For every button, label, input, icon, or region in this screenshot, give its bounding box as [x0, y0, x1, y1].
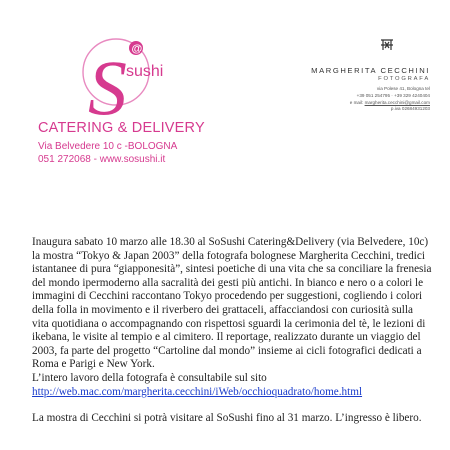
- site-intro: L’intero lavoro della fotografa è consultabile sul sito: [32, 371, 267, 384]
- site-link-line: [32, 386, 432, 400]
- photographer-title: FOTOGRAFA: [378, 76, 430, 82]
- photographer-email-line: [350, 100, 430, 107]
- logo-letter-s: S: [88, 44, 127, 122]
- company-phone-web: 051 272068 - www.sosushi.it: [38, 153, 166, 165]
- portfolio-link[interactable]: http://web.mac.com/margherita.cecchini/iWeb/occhioquadrato/home.html: [32, 385, 363, 398]
- logo-at-mark: @: [131, 43, 143, 55]
- company-name: CATERING & DELIVERY: [38, 120, 205, 136]
- photographer-contact: [350, 86, 430, 113]
- company-address: Via Belvedere 10 c -BOLOGNA: [38, 141, 178, 152]
- photo-stamp-icon: [380, 38, 394, 52]
- logo-brand-text: sushi: [126, 63, 164, 80]
- photographer-phones: +39 051 254795 · +39 329 4240404: [356, 92, 430, 98]
- intro-paragraph: Inaugura sabato 10 marzo alle 18.30 al SoSushi Catering&Delivery (via Belvedere, 10c) la mostra “Tokyo & Japan 2003” della fotografa bolognese Margherita Cecchini, tredici istantanee di pura “giapponesità”, sintesi poetiche di una vita che sa conciliare la frenesia del mondo ipermoderno alla sacralità dei gesti più antichi. In bianco e nero o a colori le immagini di Cecchini raccontano Tokyo procedendo per suggestioni, cogliendo i colori della folla in movimento e il riverbero dei grattaceli, affacciandosi con curiosità sulla vita quotidiana o accompagnando con rispettosi sguardi la cerimonia del tè, le lezioni di ikebana, le visite al tempio e al cimitero. Il reportage, realizzato durante un viaggio del 2003, fa parte del progetto “Cartoline dal mondo” insieme ai cicli fotografici dedicati a Roma e Parigi e New York.: [32, 236, 432, 371]
- photographer-vat: p.iva 02684931203: [390, 106, 430, 112]
- photographer-email[interactable]: margherita.cecchini@gmail.com: [364, 99, 430, 105]
- press-release-body: [32, 236, 432, 426]
- sosushi-logo: [58, 30, 178, 122]
- company-contact: [38, 141, 177, 166]
- photographer-address: via Polese 41, Bologna tel: [376, 86, 430, 91]
- closing-paragraph: La mostra di Cecchini si potrà visitare al SoSushi fino al 31 marzo. L’ingresso è libero.: [32, 412, 422, 425]
- photographer-name: MARGHERITA CECCHINI: [311, 66, 430, 75]
- email-label: e mail:: [349, 99, 364, 105]
